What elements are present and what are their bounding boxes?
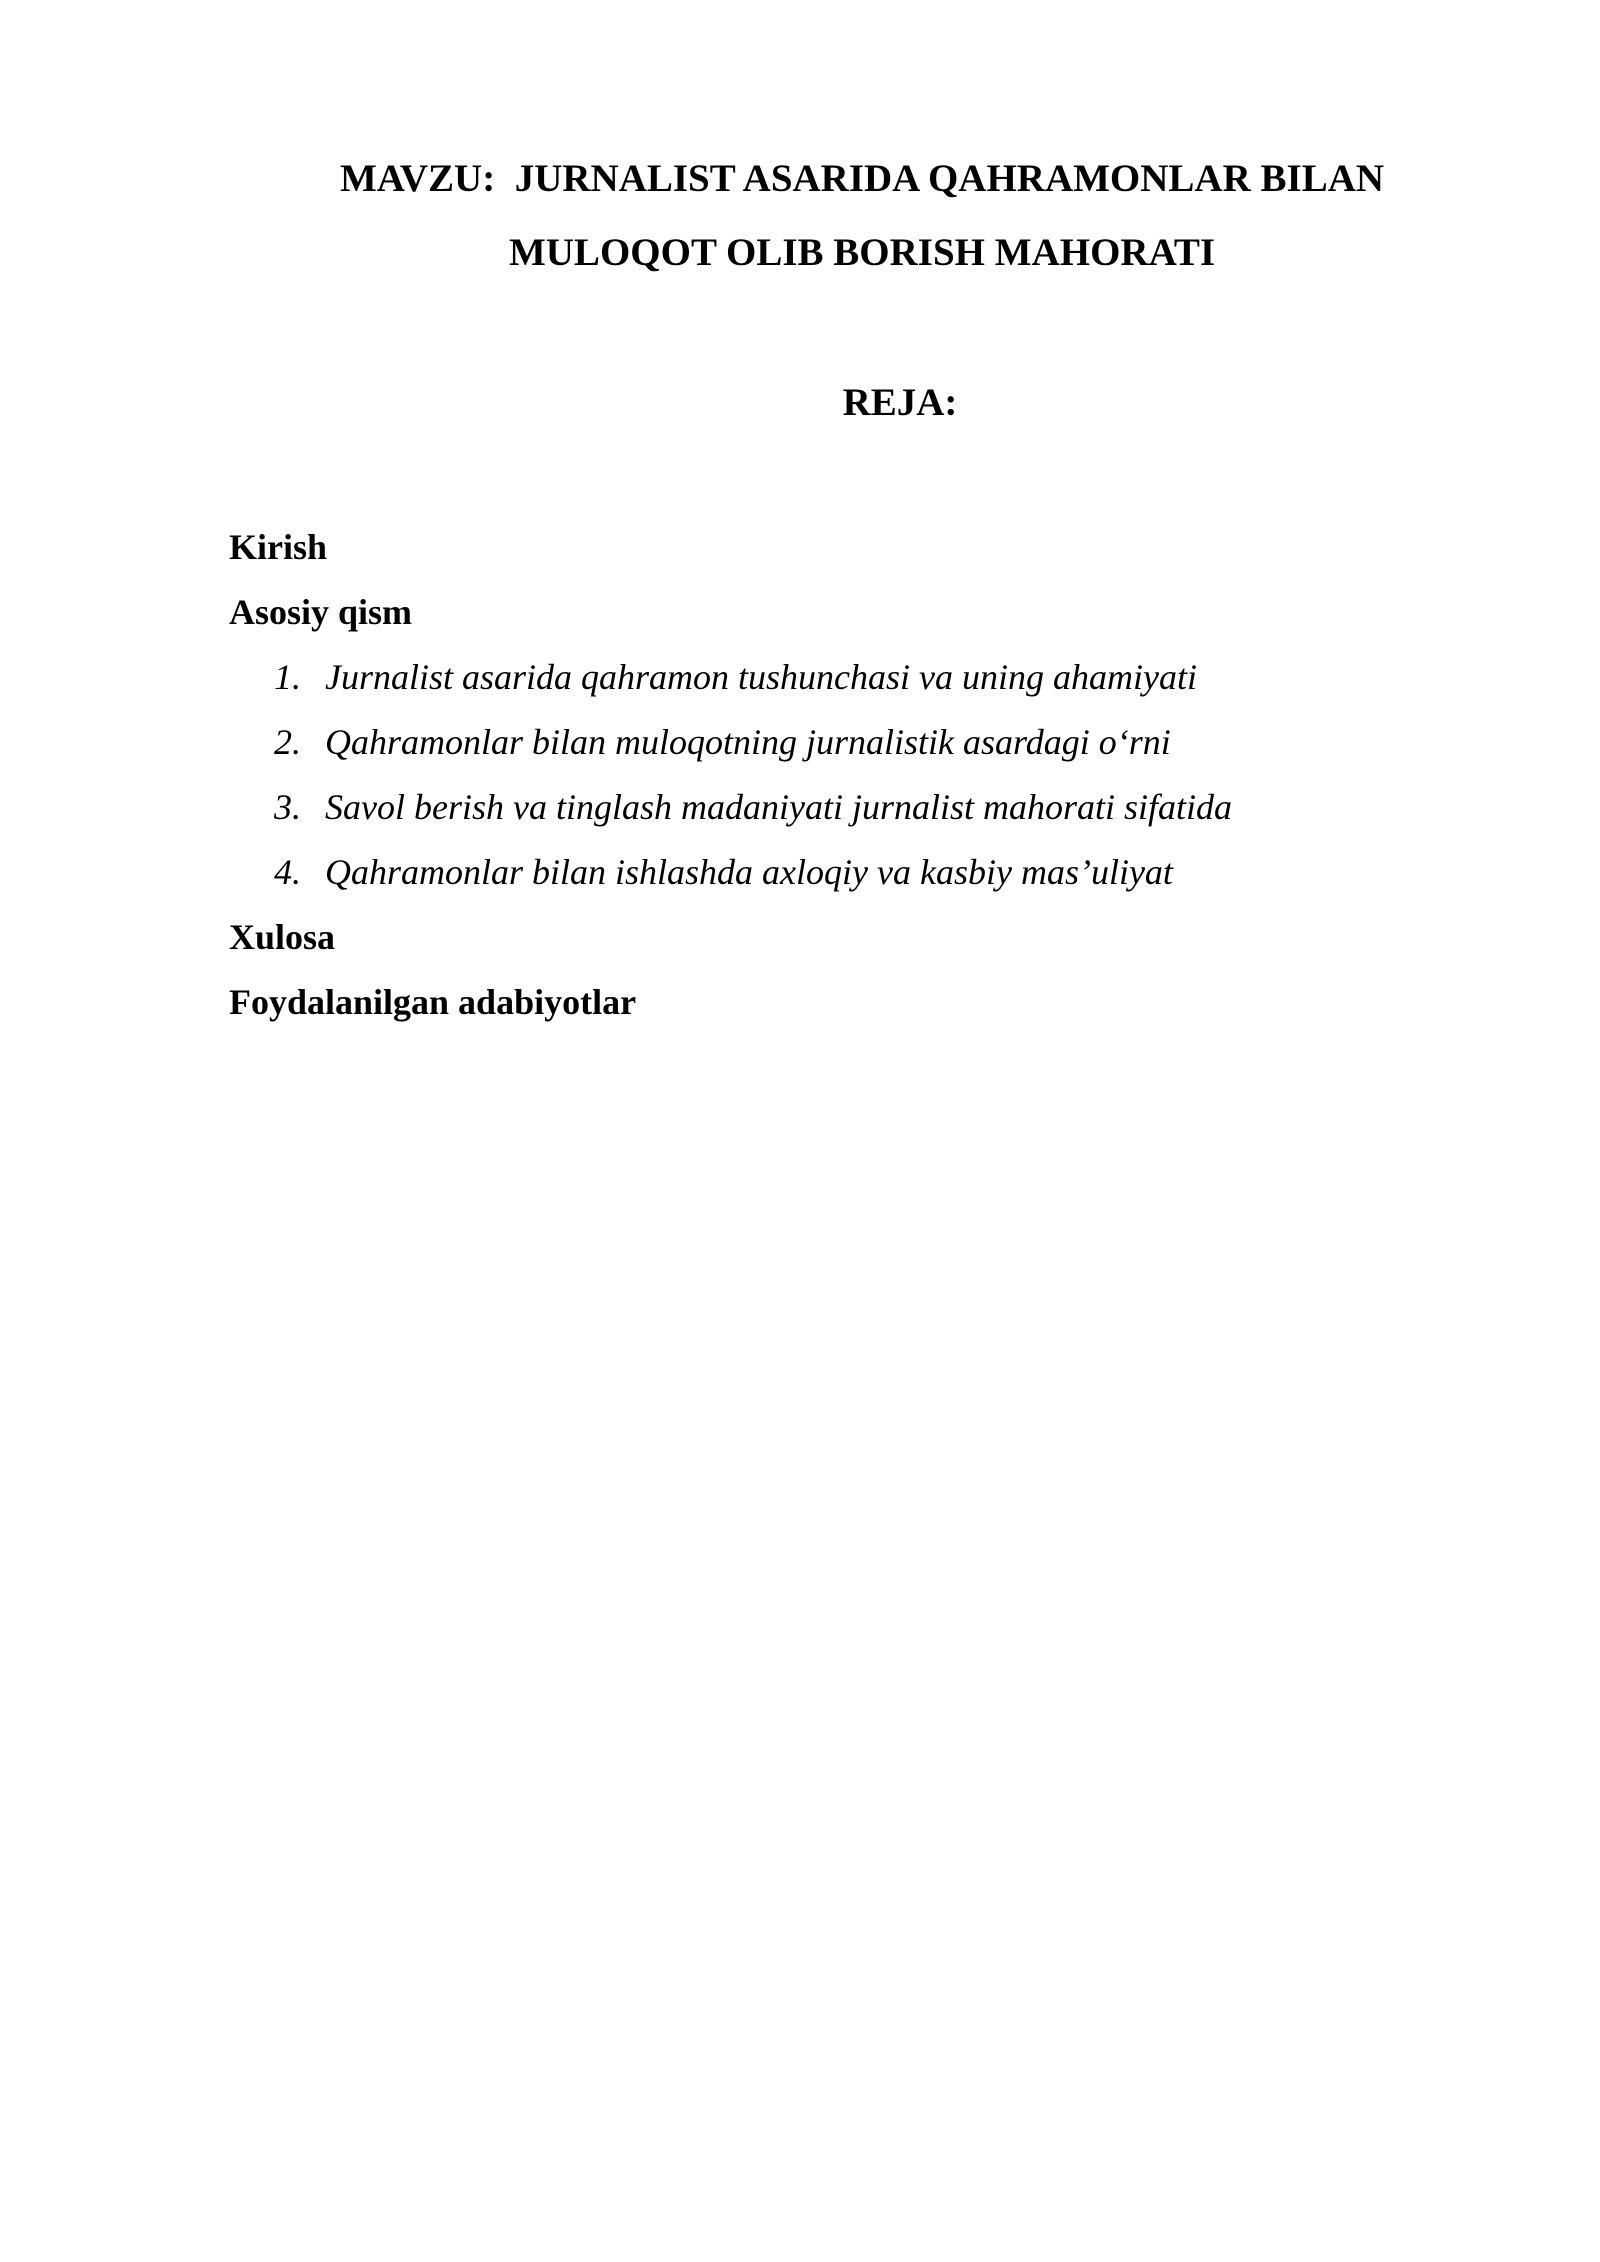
plan-item-number: 2.: [274, 722, 301, 762]
plan-item-number: 3.: [274, 787, 301, 827]
section-references: Foydalanilgan adabiyotlar: [229, 982, 637, 1022]
section-conclusion: Xulosa: [229, 917, 336, 957]
plan-item-text: Savol berish va tinglash madaniyati jurnalist mahorati sifatida: [325, 787, 1233, 827]
section-intro: Kirish: [229, 527, 328, 567]
plan-item-text: Qahramonlar bilan muloqotning jurnalistik asardagi o‘rni: [325, 722, 1171, 762]
plan-item-number: 1.: [274, 657, 301, 697]
section-main-part: Asosiy qism: [229, 592, 413, 632]
document-title-line-1: MAVZU: JURNALIST ASARIDA QAHRAMONLAR BILAN: [339, 157, 1385, 200]
plan-item-number: 4.: [274, 852, 301, 892]
plan-item-text: Jurnalist asarida qahramon tushunchasi va uning ahamiyati: [325, 657, 1197, 697]
document-title-line-2: MULOQOT OLIB BORISH MAHORATI: [508, 231, 1216, 274]
plan-item-text: Qahramonlar bilan ishlashda axloqiy va kasbiy mas’uliyat: [325, 852, 1173, 892]
plan-heading: REJA:: [842, 381, 958, 424]
